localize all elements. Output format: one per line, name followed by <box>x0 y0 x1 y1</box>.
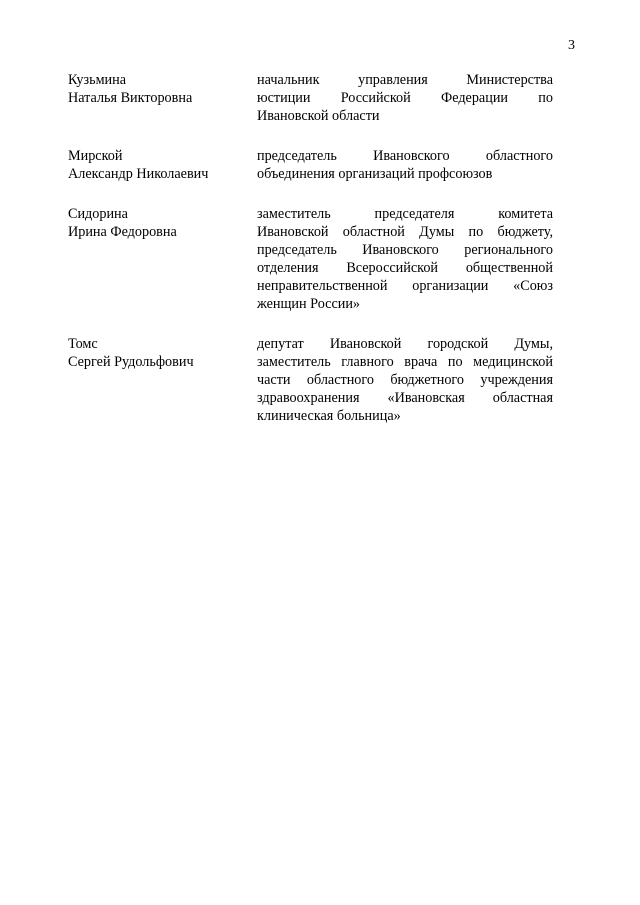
member-surname: Кузьмина <box>68 72 127 88</box>
member-position <box>257 71 553 125</box>
member-entry <box>68 147 553 183</box>
members-list <box>68 71 553 425</box>
member-position-line: здравоохранения «Ивановская областная <box>257 390 553 406</box>
member-given-names: Александр Николаевич <box>68 166 209 182</box>
member-position-line: части областного бюджетного учреждения <box>257 372 553 388</box>
member-position-line: Ивановской области <box>257 108 380 124</box>
member-position-line: женщин России» <box>257 296 361 312</box>
member-position-line: объединения организаций профсоюзов <box>257 166 493 182</box>
member-position-line: отделения Всероссийской общественной <box>257 260 553 276</box>
member-position-line: председатель Ивановского регионального <box>257 242 553 258</box>
member-position-line: председатель Ивановского областного <box>257 148 553 164</box>
member-name <box>68 335 257 371</box>
member-position-line: заместитель председателя комитета <box>257 206 553 222</box>
member-entry <box>68 71 553 125</box>
member-position-line: клиническая больница» <box>257 408 401 424</box>
member-name <box>68 205 257 241</box>
member-position-line: Ивановской областной Думы по бюджету, <box>257 224 553 240</box>
member-position <box>257 335 553 425</box>
member-surname: Томс <box>68 336 98 352</box>
member-name <box>68 71 257 107</box>
member-entry <box>68 205 553 313</box>
member-surname: Сидорина <box>68 206 128 222</box>
member-position <box>257 205 553 313</box>
member-position-line: юстиции Российской Федерации по <box>257 90 553 106</box>
member-given-names: Наталья Викторовна <box>68 90 193 106</box>
member-position <box>257 147 553 183</box>
member-surname: Мирской <box>68 148 123 164</box>
member-position-line: депутат Ивановской городской Думы, <box>257 336 553 352</box>
member-given-names: Ирина Федоровна <box>68 224 177 240</box>
member-given-names: Сергей Рудольфович <box>68 354 194 370</box>
member-position-line: неправительственной организации «Союз <box>257 278 553 294</box>
member-name <box>68 147 257 183</box>
member-position-line: заместитель главного врача по медицинской <box>257 354 553 370</box>
member-entry <box>68 335 553 425</box>
member-position-line: начальник управления Министерства <box>257 72 553 88</box>
page-number: 3 <box>568 38 575 53</box>
